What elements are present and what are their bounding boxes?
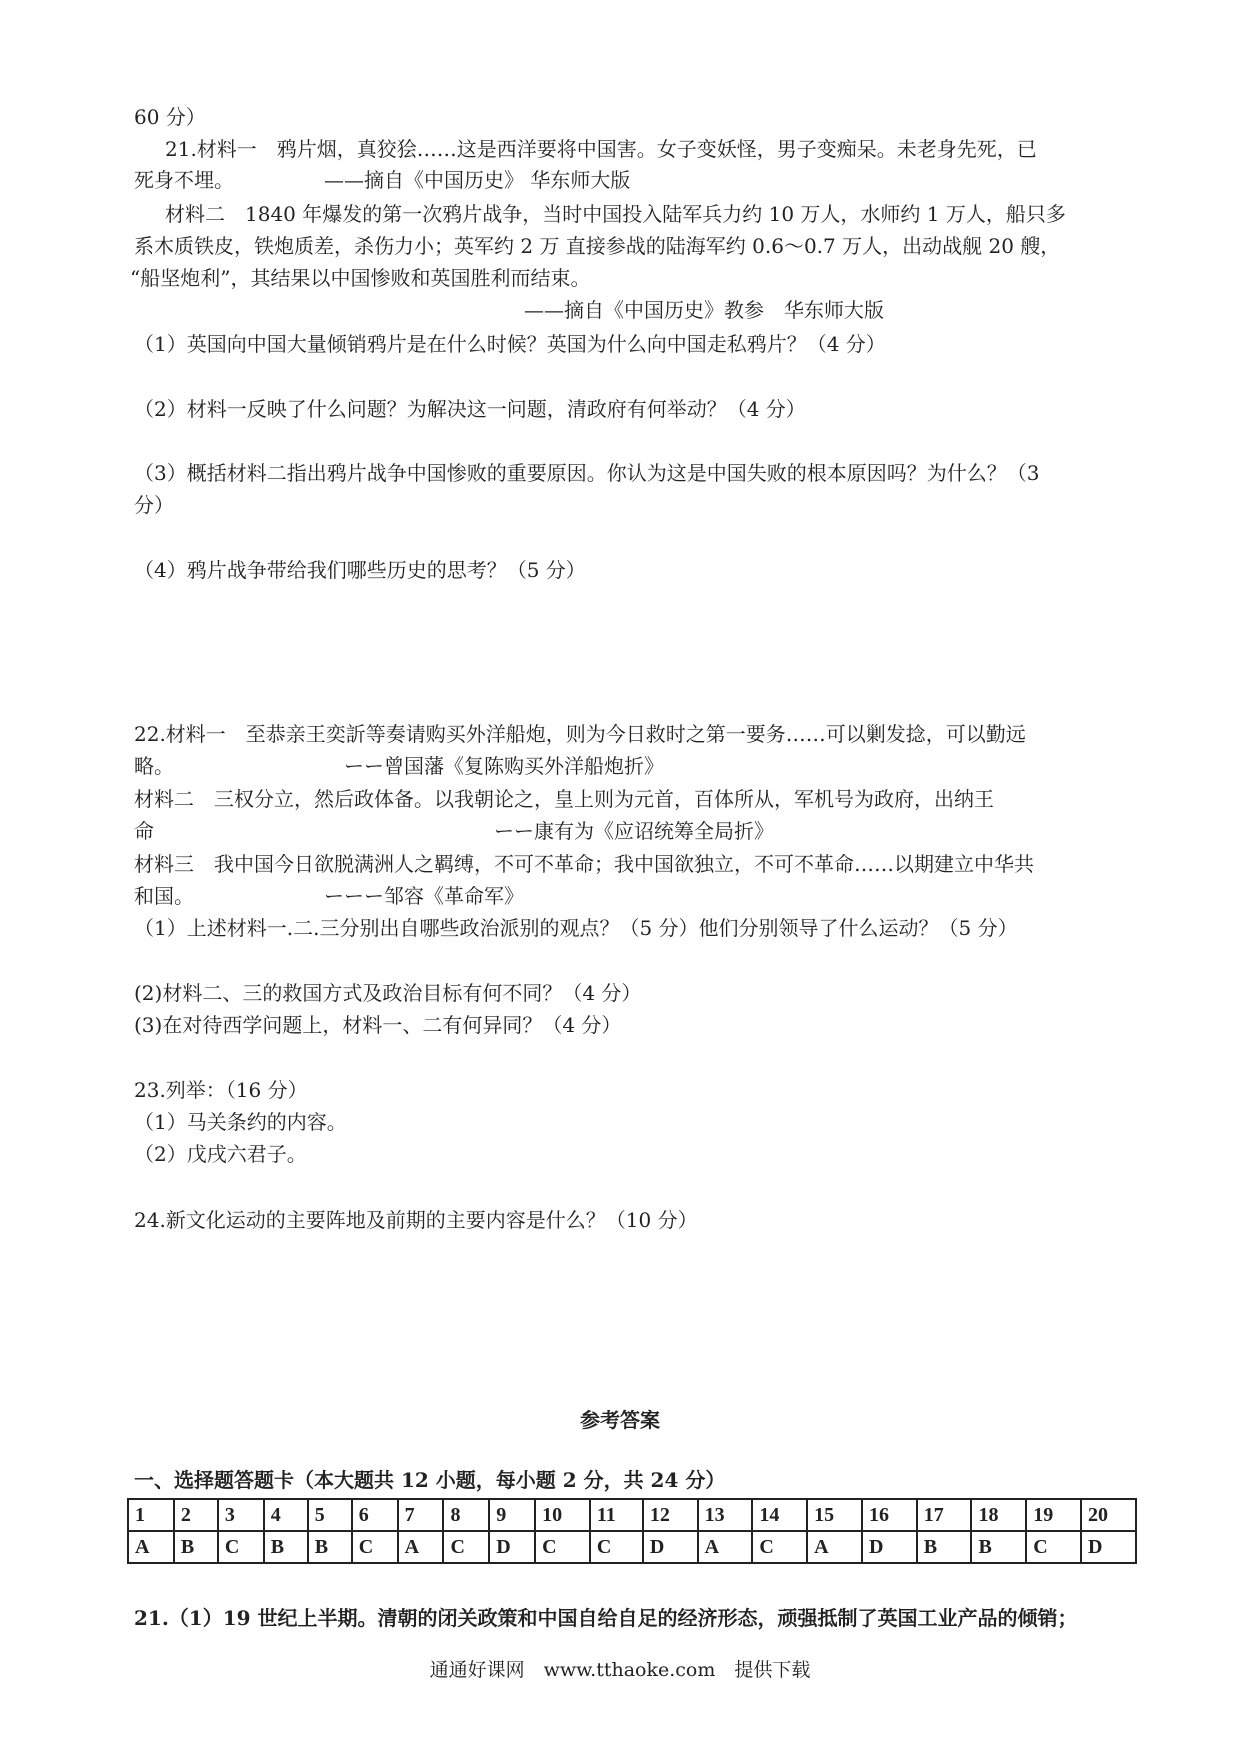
- answer-number-cell: 1: [128, 1499, 174, 1531]
- answer-number-cell: 19: [1026, 1499, 1081, 1531]
- answer-number-cell: 2: [174, 1499, 218, 1531]
- answer-number-cell: 13: [698, 1499, 753, 1531]
- answer-letter-cell: D: [489, 1531, 535, 1563]
- answer-number-cell: 17: [917, 1499, 972, 1531]
- answer-letter-cell: B: [174, 1531, 218, 1563]
- answer-number-cell: 4: [264, 1499, 308, 1531]
- answer-number-cell: 7: [398, 1499, 444, 1531]
- answers-heading: 参考答案: [580, 1408, 660, 1432]
- answer-letter-cell: A: [398, 1531, 444, 1563]
- q22-material-3: 材料三 我中国今日欲脱满洲人之羁缚，不可不革命；我中国欲独立，不可不革命……以期建立中华共: [134, 852, 1034, 876]
- q23-title: 23.列举：（16 分）: [134, 1078, 308, 1102]
- answer-letter-cell: B: [971, 1531, 1026, 1563]
- q21-material-1-source: 死身不埋。 ——摘自《中国历史》 华东师大版: [134, 168, 631, 192]
- answer-number-cell: 14: [752, 1499, 807, 1531]
- q23-sub-1: （1）马关条约的内容。: [134, 1110, 347, 1134]
- q23-sub-2: （2）戊戌六君子。: [134, 1142, 307, 1166]
- answer-letter-cell: C: [535, 1531, 590, 1563]
- answer-letter-cell: D: [643, 1531, 698, 1563]
- answer-number-cell: 11: [590, 1499, 643, 1531]
- answer-letter-cell: C: [443, 1531, 489, 1563]
- answer-number-cell: 18: [971, 1499, 1026, 1531]
- q21-answer: 21.（1）19 世纪上半期。清朝的闭关政策和中国自给自足的经济形态，顽强抵制了英国工业产品的倾销；: [134, 1606, 1078, 1630]
- q22-sub-1: （1）上述材料一.二.三分别出自哪些政治派别的观点？（5 分）他们分别领导了什么运动？（5 分）: [134, 916, 1018, 940]
- q22-material-2: 材料二 三权分立，然后政体备。以我朝论之，皇上则为元首，百体所从，军机号为政府，出纳王: [134, 787, 994, 811]
- answer-card-table: [127, 1498, 1137, 1564]
- q21-material-2-cont: 系木质铁皮，铁炮质差，杀伤力小；英军约 2 万 直接参战的陆海军约 0.6～0.7 万人，出动战舰 20 艘，: [134, 234, 1061, 258]
- q21-material-1: 21.材料一 鸦片烟，真狡狯……这是西洋要将中国害。女子变妖怪，男子变痴呆。未老身先死，已: [165, 137, 1037, 161]
- answer-letter-cell: B: [308, 1531, 352, 1563]
- answer-letter-cell: B: [264, 1531, 308, 1563]
- answer-letter-cell: C: [590, 1531, 643, 1563]
- answer-number-cell: 8: [443, 1499, 489, 1531]
- answer-number-cell: 9: [489, 1499, 535, 1531]
- answer-number-cell: 3: [218, 1499, 264, 1531]
- answer-number-cell: 10: [535, 1499, 590, 1531]
- answer-letter-cell: D: [862, 1531, 917, 1563]
- q21-sub-2: （2）材料一反映了什么问题？为解决这一问题，清政府有何举动？（4 分）: [134, 397, 806, 421]
- q22-material-1-source: 略。 ーー曾国藩《复陈购买外洋船炮折》: [134, 754, 664, 778]
- q21-material-2-cont2: “船坚炮利”，其结果以中国惨败和英国胜利而结束。: [130, 266, 591, 290]
- page-footer: 通通好课网 www.tthaoke.com 提供下载: [429, 1659, 811, 1681]
- answer-letter-cell: A: [807, 1531, 862, 1563]
- answer-letter-cell: C: [1026, 1531, 1081, 1563]
- q21-sub-3-cont: 分）: [134, 493, 174, 517]
- answer-section-title: 一、选择题答题卡（本大题共 12 小题，每小题 2 分，共 24 分）: [134, 1468, 726, 1492]
- answer-number-cell: 15: [807, 1499, 862, 1531]
- answer-letter-cell: D: [1081, 1531, 1136, 1563]
- q21-sub-3: （3）概括材料二指出鸦片战争中国惨败的重要原因。你认为这是中国失败的根本原因吗？为什么？（3: [134, 461, 1040, 485]
- answer-number-cell: 12: [643, 1499, 698, 1531]
- answer-letter-cell: C: [352, 1531, 398, 1563]
- answer-number-cell: 6: [352, 1499, 398, 1531]
- answer-letter-row: [128, 1531, 1136, 1563]
- q22-material-1: 22.材料一 至恭亲王奕訢等奏请购买外洋船炮，则为今日救时之第一要务……可以剿发捻，可以勤远: [134, 722, 1026, 746]
- q21-material-2: 材料二 1840 年爆发的第一次鸦片战争，当时中国投入陆军兵力约 10 万人，水师约 1 万人，船只多: [165, 202, 1066, 226]
- answer-letter-cell: A: [698, 1531, 753, 1563]
- q22-sub-3: (3)在对待西学问题上，材料一、二有何异同？（4 分）: [134, 1013, 622, 1037]
- q21-sub-1: （1）英国向中国大量倾销鸦片是在什么时候？英国为什么向中国走私鸦片？（4 分）: [134, 332, 886, 356]
- answer-letter-cell: C: [218, 1531, 264, 1563]
- text-line-score-tail: 60 分）: [134, 105, 206, 129]
- q24-question: 24.新文化运动的主要阵地及前期的主要内容是什么？（10 分）: [134, 1208, 698, 1232]
- q22-material-3-source: 和国。 ーーー邹容《革命军》: [134, 884, 524, 908]
- q21-material-2-source: ——摘自《中国历史》教参 华东师大版: [524, 298, 884, 322]
- q22-sub-2: (2)材料二、三的救国方式及政治目标有何不同？（4 分）: [134, 981, 642, 1005]
- answer-number-cell: 20: [1081, 1499, 1136, 1531]
- q21-sub-4: （4）鸦片战争带给我们哪些历史的思考？（5 分）: [134, 558, 586, 582]
- answer-letter-cell: B: [917, 1531, 972, 1563]
- answer-number-cell: 5: [308, 1499, 352, 1531]
- answer-letter-cell: A: [128, 1531, 174, 1563]
- answer-letter-cell: C: [752, 1531, 807, 1563]
- answer-number-row: [128, 1499, 1136, 1531]
- answer-number-cell: 16: [862, 1499, 917, 1531]
- q22-material-2-source: 命 ーー康有为《应诏统筹全局折》: [134, 819, 774, 843]
